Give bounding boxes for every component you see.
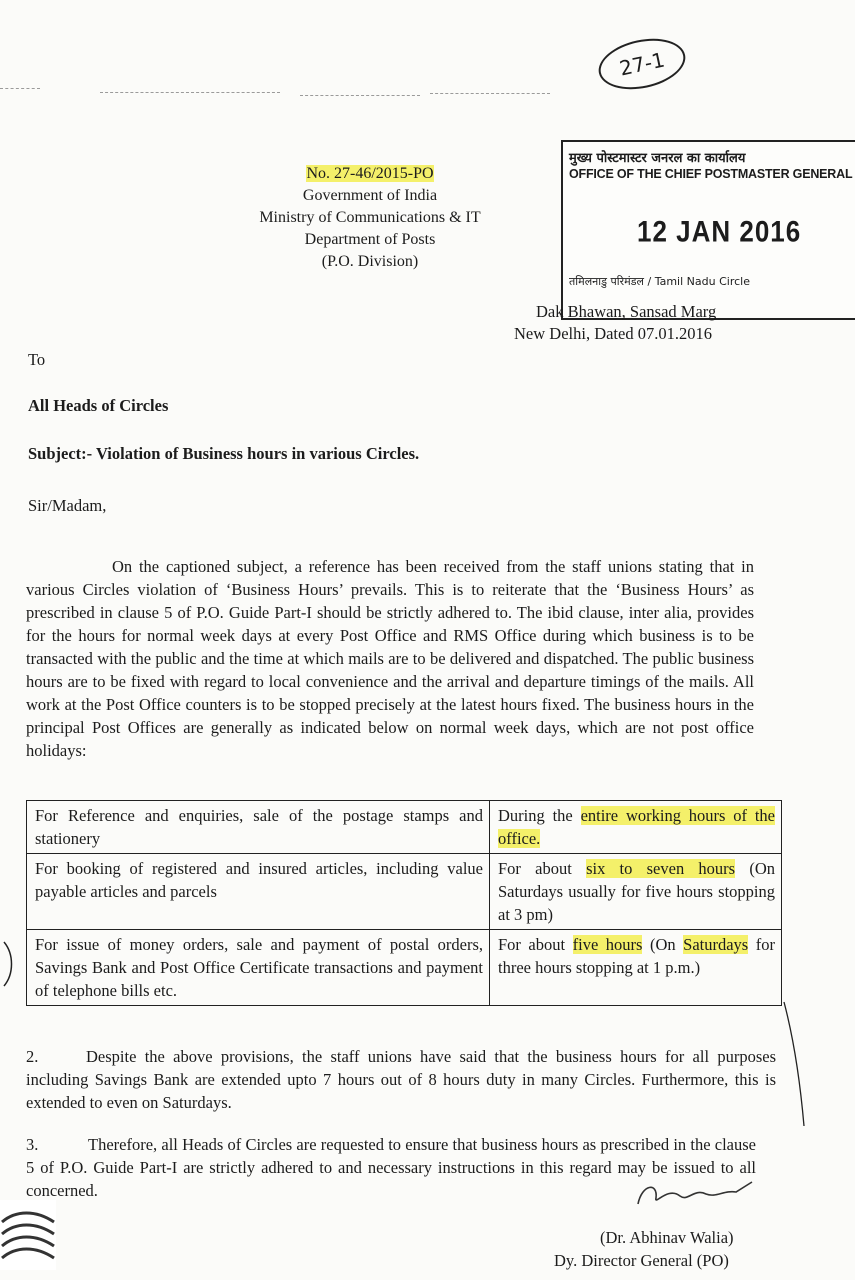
business-hours-table [26, 800, 782, 1006]
handwritten-file-number: 27-1 [594, 31, 690, 96]
city-date: New Delhi, Dated 07.01.2016 [514, 324, 712, 343]
address-block [536, 300, 776, 324]
ministry-line: Ministry of Communications & IT [259, 209, 481, 226]
stamp-english: OFFICE OF THE CHIEF POSTMASTER GENERAL [569, 167, 853, 181]
paragraph-2 [26, 1045, 776, 1114]
margin-mark [0, 940, 14, 990]
division-line: (P.O. Division) [321, 253, 419, 270]
scan-artifact-line [430, 93, 550, 94]
paragraph-2-number: 2. [26, 1047, 39, 1066]
scan-artifact-line [0, 88, 40, 89]
addressee: All Heads of Circles [28, 396, 169, 415]
department-line: Department of Posts [304, 231, 436, 248]
table-cell-purpose: For booking of registered and insured articles, including value payable articles and parcels [27, 854, 490, 930]
india-post-logo-icon [0, 1200, 56, 1270]
paragraph-3-number: 3. [26, 1135, 39, 1154]
to-label: To [28, 350, 46, 369]
address-line: Dak Bhawan, Sansad Marg [536, 302, 717, 321]
signatory-name: (Dr. Abhinav Walia) [600, 1228, 734, 1247]
received-stamp [561, 140, 855, 320]
table-cell-hours: For about five hours (On Saturdays for three hours stopping at 1 p.m.) [490, 930, 782, 1006]
paragraph-1: On the captioned subject, a reference has been received from the staff unions stating that in various Circles violation of ‘Business Hours’ prevails. This is to reiterate that the ‘Business Hours’ as prescribed in clause 5 of P.O. Guide Part-I should be strictly adhered to. The ibid clause, inter alia, provides for the hours for normal week days at every Post Office and RMS Office during which business is to be transacted with the public and the time at which mails are to be delivered and dispatched. The public business hours are to be fixed with regard to local convenience and the arrival and departure timings of the mails. All work at the Post Office counters is to be stopped precisely at the latest hours fixed. The business hours in the principal Post Offices are generally as indicated below on normal week days, which are not post office holidays: [26, 557, 754, 760]
paragraph-2-text: Despite the above provisions, the staff unions have said that the business hours for all purposes including Savings Bank are extended upto 7 hours out of 8 hours duty in many Circles. Furthermore, this is extended to even on Saturdays. [26, 1047, 776, 1112]
file-number: No. 27-46/2015-PO [306, 165, 434, 182]
table-row [27, 854, 782, 930]
scan-artifact-line [100, 92, 280, 93]
subject: Subject:- Violation of Business hours in various Circles. [28, 444, 420, 463]
table-cell-hours: During the entire working hours of the office. [490, 801, 782, 854]
table-cell-purpose: For issue of money orders, sale and payment of postal orders, Savings Bank and Post Office Certificate transactions and payment of telephone bills etc. [27, 930, 490, 1006]
table-row [27, 801, 782, 854]
stamp-date: 12 JAN 2016 [637, 213, 802, 249]
paragraph-3-text: Therefore, all Heads of Circles are requested to ensure that business hours as prescribed in the clause 5 of P.O. Guide Part-I are strictly adhered to and necessary instructions in this regard may be issued to all concerned. [26, 1135, 756, 1200]
stamp-footer: तमिलनाडु परिमंडल / Tamil Nadu Circle [569, 275, 750, 288]
stamp-hindi: मुख्य पोस्टमास्टर जनरल का कार्यालय [569, 151, 746, 166]
scan-artifact-line [300, 95, 420, 96]
signatory-designation: Dy. Director General (PO) [554, 1251, 729, 1270]
letterhead [220, 163, 520, 273]
signature-scribble [628, 1176, 758, 1212]
table-row [27, 930, 782, 1006]
table-cell-hours: For about six to seven hours (On Saturdays usually for five hours stopping at 3 pm) [490, 854, 782, 930]
table-cell-purpose: For Reference and enquiries, sale of the postage stamps and stationery [27, 801, 490, 854]
govt-line: Government of India [302, 187, 438, 204]
salutation: Sir/Madam, [28, 496, 107, 515]
margin-mark [780, 1000, 810, 1130]
